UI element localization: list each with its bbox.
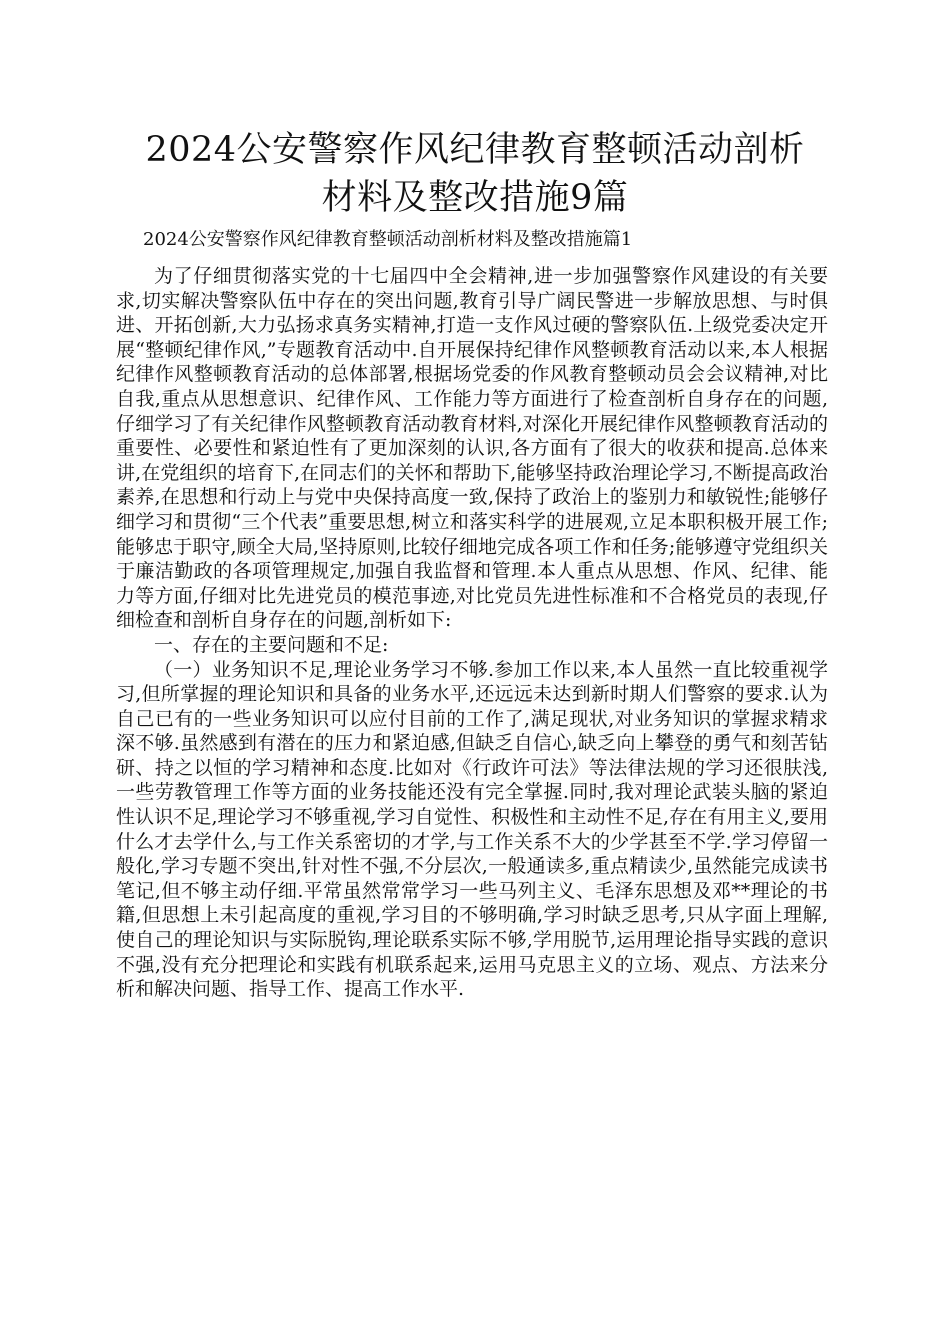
document-title bbox=[100, 126, 850, 222]
section-heading: 2024公安警察作风纪律教育整顿活动剖析材料及整改措施篇1 bbox=[143, 229, 633, 250]
body-paragraph: （一）业务知识不足,理论业务学习不够.参加工作以来,本人虽然一直比较重视学习,但所掌握的理论知识和具备的业务水平,还远远未达到新时期人们警察的要求.认为自己已有的一些业务知识可以应付目前的工作了,满足现状,对业务知识的掌握求精求深不够.虽然感到有潜在的压力和紧迫感,但缺乏自信心,缺乏向上攀登的勇气和刻苦钻研、持之以恒的学习精神和态度.比如对《行政许可法》等法律法规的学习还很肤浅,一些劳教管理工作等方面的业务技能还没有完全掌握.同时,我对理论武装头脑的紧迫性认识不足,理论学习不够重视,学习自觉性、积极性和主动性不足,存在有用主义,要用什么才去学什么,与工作关系密切的才学,与工作关系不大的少学甚至不学.学习停留一般化,学习专题不突出,针对性不强,不分层次,一般通读多,重点精读少,虽然能完成读书笔记,但不够主动仔细.平常虽然常常学习一些马列主义、毛泽东思想及邓**理论的书籍,但思想上未引起高度的重视,学习目的不够明确,学习时缺乏思考,只从字面上理解,使自己的理论知识与实际脱钩,理论联系实际不够,学用脱节,运用理论指导实践的意识不强,没有充分把理论和实践有机联系起来,运用马克思主义的立场、观点、方法来分析和解决问题、指导工作、提高工作水平. bbox=[116, 658, 828, 1001]
body-paragraph: 一、存在的主要问题和不足: bbox=[154, 633, 389, 656]
body-paragraph: 为了仔细贯彻落实党的十七届四中全会精神,进一步加强警察作风建设的有关要求,切实解决警察队伍中存在的突出问题,教育引导广阔民警进一步解放思想、与时俱进、开拓创新,大力弘扬求真务实精神,打造一支作风过硬的警察队伍.上级党委决定开展“整顿纪律作风,”专题教育活动中.自开展保持纪律作风整顿教育活动以来,本人根据纪律作风整顿教育活动的总体部署,根据场党委的作风教育整顿动员会会议精神,对比自我,重点从思想意识、纪律作风、工作能力等方面进行了检查剖析自身存在的问题,仔细学习了有关纪律作风整顿教育活动教育材料,对深化开展纪律作风整顿教育活动的重要性、必要性和紧迫性有了更加深刻的认识,各方面有了很大的收获和提高.总体来讲,在党组织的培育下,在同志们的关怀和帮助下,能够坚持政治理论学习,不断提高政治素养,在思想和行动上与党中央保持高度一致,保持了政治上的鉴别力和敏锐性;能够仔细学习和贯彻“三个代表”重要思想,树立和落实科学的进展观,立足本职积极开展工作;能够忠于职守,顾全大局,坚持原则,比较仔细地完成各项工作和任务;能够遵守党组织关于廉洁勤政的各项管理规定,加强自我监督和管理.本人重点从思想、作风、纪律、能力等方面,仔细对比先进党员的模范事迹,对比党员先进性标准和不合格党员的表现,仔细检查和剖析自身存在的问题,剖析如下: bbox=[116, 265, 828, 632]
title-line-1: 2024公安警察作风纪律教育整顿活动剖析 bbox=[145, 130, 805, 170]
document-body bbox=[116, 264, 828, 1002]
title-line-2: 材料及整改措施9篇 bbox=[321, 178, 629, 218]
